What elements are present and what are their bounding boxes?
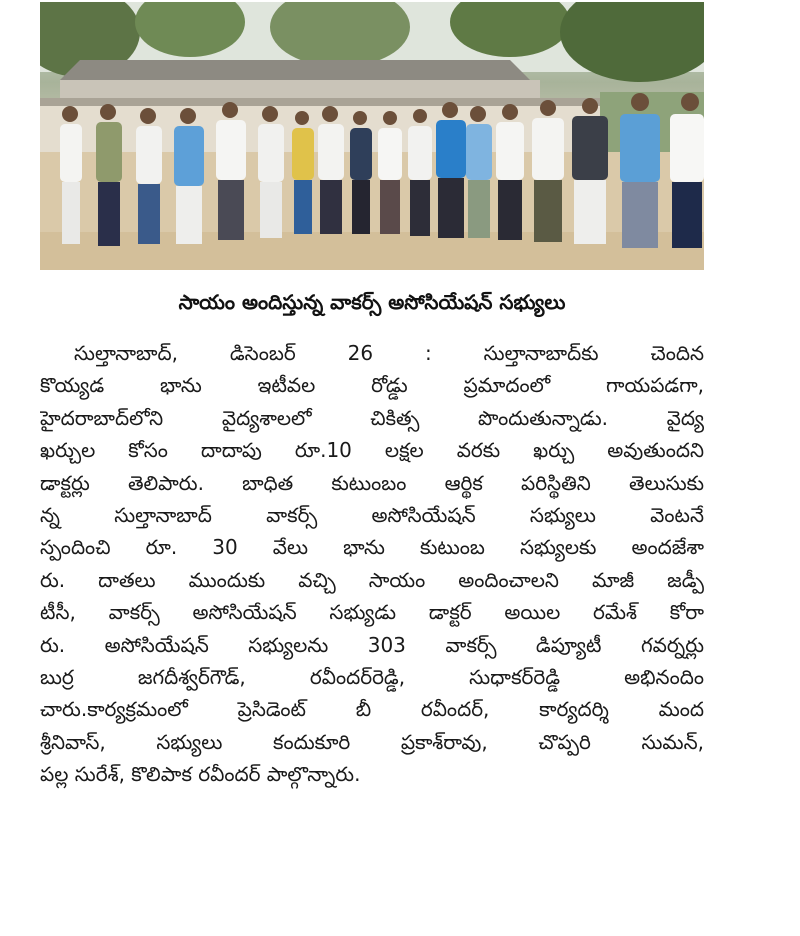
article-line: చారు.కార్యక్రమంలో ప్రెసిడెంట్ బీ రవీందర్, కార్యదర్శి మంద xyxy=(40,697,704,722)
article-line: కొయ్యడ భాను ఇటీవల రోడ్డు ప్రమాదంలో గాయపడగా, xyxy=(40,373,704,398)
article-line: రు. అసోసియేషన్ సభ్యులను 303 వాకర్స్ డిప్యూటీ గవర్నర్లు xyxy=(40,632,704,657)
article-line: పల్ల సురేశ్, కొలిపాక రవీందర్ పాల్గొన్నారు. xyxy=(40,762,361,787)
news-photo-walkers-group xyxy=(40,2,704,270)
article-line: బుర్ర జగదీశ్వర్‌గౌడ్, రవీందర్‌రెడ్డి, సుధాకర్‌రెడ్డి అభినందిం xyxy=(40,664,704,689)
group-photo-illustration xyxy=(40,2,704,270)
article-line: స్పందించి రూ. 30 వేలు భాను కుటుంబ సభ్యులకు అందజేశా xyxy=(40,535,704,560)
article-line: టీసీ, వాకర్స్ అసోసియేషన్ సభ్యుడు డాక్టర్ అయిల రమేశ్ కోరా xyxy=(40,600,704,625)
article-headline: సాయం అందిస్తున్న వాకర్స్ అసోసియేషన్ సభ్యులు xyxy=(178,290,566,314)
article-line: సుల్తానాబాద్, డిసెంబర్ 26 : సుల్తానాబాద్‌కు చెందిన xyxy=(74,341,704,365)
article-line: న్న సుల్తానాబాద్ వాకర్స్ అసోసియేషన్ సభ్యులు వెంటనే xyxy=(40,502,704,527)
article-line: డాక్టర్లు తెలిపారు. బాధిత కుటుంబం ఆర్థిక పరిస్థితిని తెలుసుకు xyxy=(40,470,704,495)
article-line: ఖర్చుల కోసం దాదాపు రూ.10 లక్షల వరకు ఖర్చు అవుతుందని xyxy=(40,438,704,463)
article-body xyxy=(40,337,704,790)
article-line: శ్రీనివాస్, సభ్యులు కందుకూరి ప్రకాశ్‌రావు, చొప్పరి సుమన్, xyxy=(40,729,704,754)
article-line: రు. దాతలు ముందుకు వచ్చి సాయం అందించాలని మాజీ జడ్పీ xyxy=(40,567,704,592)
article-line: హైదరాబాద్‌లోని వైద్యశాలలో చికిత్స పొందుతున్నాడు. వైద్య xyxy=(40,405,704,430)
